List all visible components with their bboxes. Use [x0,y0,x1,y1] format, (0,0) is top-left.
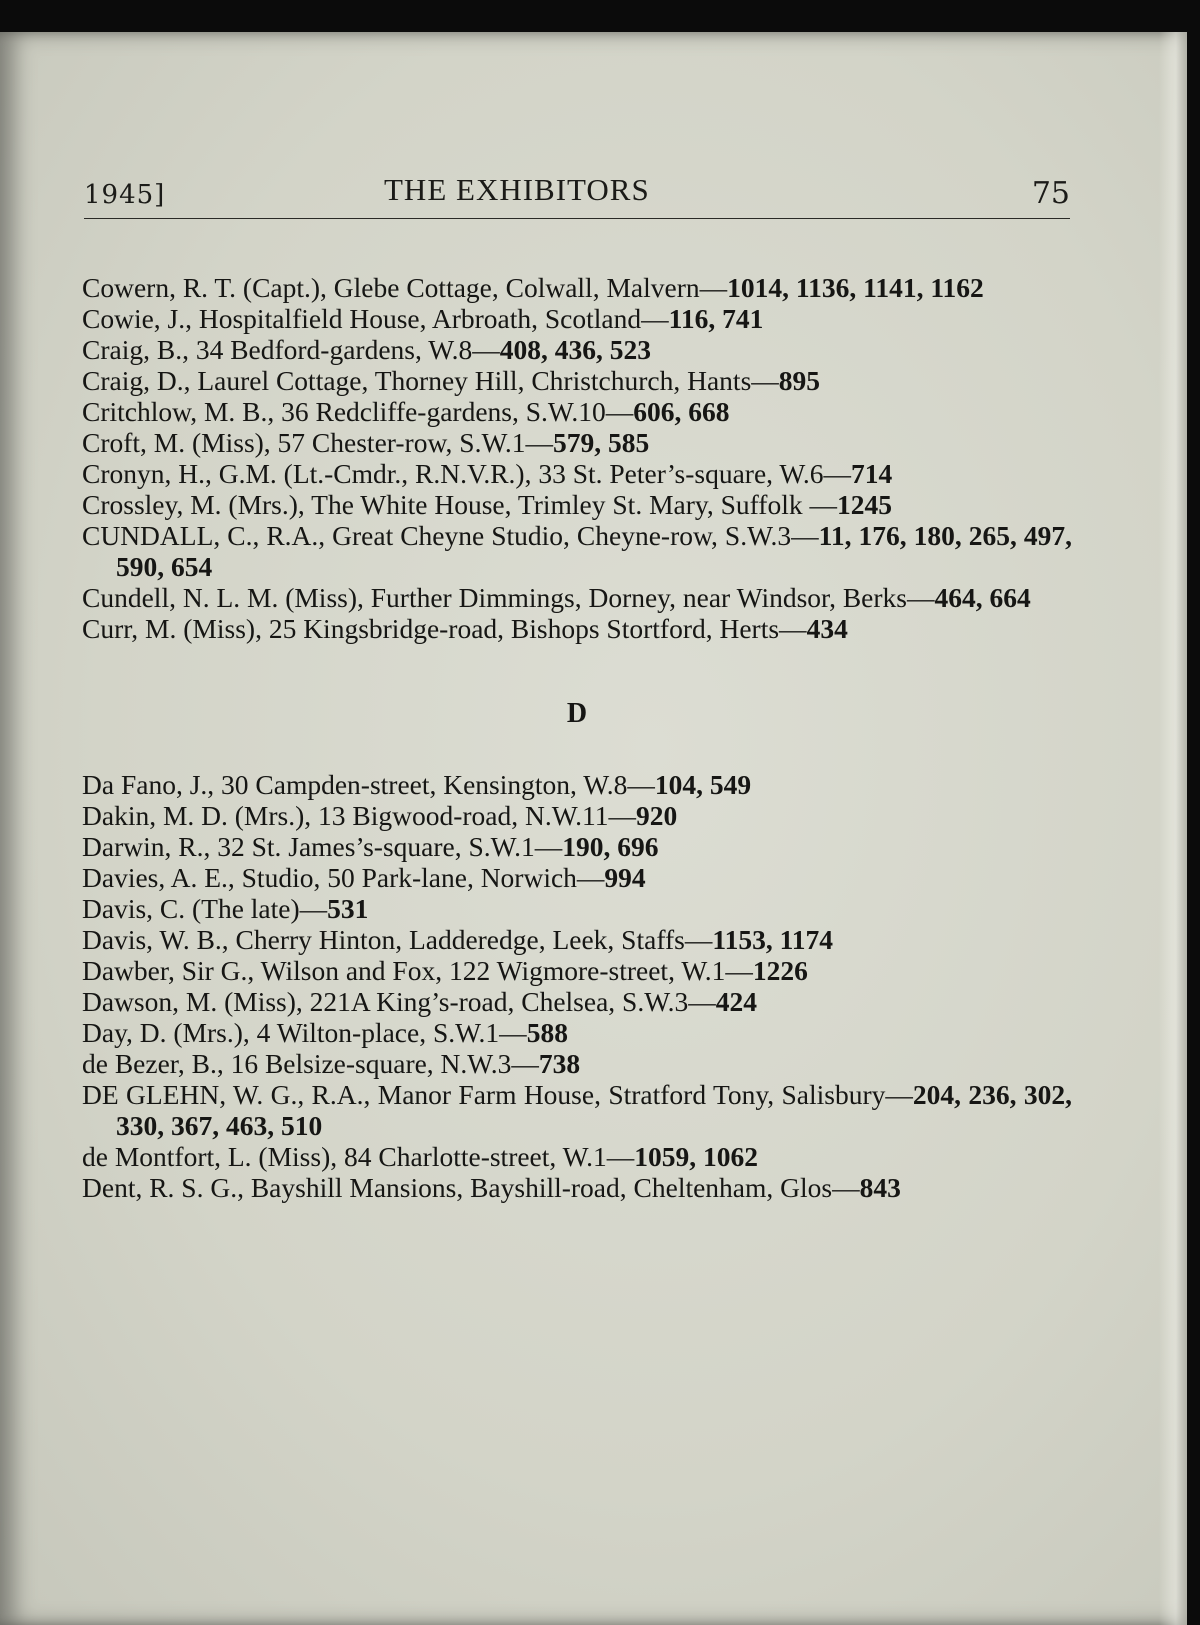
list-item [82,334,1072,365]
catalogue-numbers: 714 [850,458,893,489]
catalogue-numbers: 11, 176, 180, 265, 497, 590, 654 [116,520,1072,582]
catalogue-numbers: 895 [778,365,821,396]
exhibitor-details: Dawber, Sir G., Wilson and Fox, 122 Wigmore-street, W.1— [82,955,753,986]
list-item [82,365,1072,396]
exhibitor-details: Curr, M. (Miss), 25 Kingsbridge-road, Bishops Stortford, Herts— [82,613,807,644]
list-item [82,831,1072,862]
section-letter: D [566,698,588,729]
list-item [82,396,1072,427]
running-header [84,160,1070,210]
catalogue-numbers: 1153, 1174 [712,924,834,955]
catalogue-numbers: 606, 668 [633,396,730,427]
list-item [82,862,1072,893]
list-item [82,1141,1072,1172]
entries-c [82,272,1072,644]
catalogue-numbers: 1226 [752,955,808,986]
catalogue-numbers: 579, 585 [553,427,650,458]
list-item [82,489,1072,520]
exhibitor-details: Cundell, N. L. M. (Miss), Further Dimmings, Dorney, near Windsor, Berks— [82,582,935,613]
catalogue-numbers: 434 [806,613,848,644]
exhibitor-details: Crossley, M. (Mrs.), The White House, Trimley St. Mary, Suffolk — [82,489,837,520]
exhibitor-details: Cronyn, H., G.M. (Lt.-Cmdr., R.N.V.R.), 33 St. Peter’s-square, W.6— [82,458,851,489]
catalogue-numbers: 204, 236, 302, 330, 367, 463, 510 [116,1079,1072,1141]
exhibitor-details: Dawson, M. (Miss), 221A King’s-road, Chelsea, S.W.3— [82,986,716,1017]
exhibitor-details: Craig, D., Laurel Cottage, Thorney Hill, Christchurch, Hants— [82,365,779,396]
list-item [82,303,1072,334]
exhibitor-details: Dakin, M. D. (Mrs.), 13 Bigwood-road, N.W.11— [82,800,637,831]
catalogue-numbers: 843 [859,1172,901,1203]
list-item [82,427,1072,458]
page-title: THE EXHIBITORS [384,172,650,207]
header-year: 1945] [84,180,166,210]
entries-d [82,769,1072,1203]
book-page [0,32,1187,1625]
catalogue-numbers: 738 [538,1048,581,1079]
catalogue-numbers: 408, 436, 523 [499,334,652,365]
exhibitor-details: de Bezer, B., 16 Belsize-square, N.W.3— [82,1048,539,1079]
catalogue-numbers: 531 [327,893,369,924]
exhibitor-list [82,272,1072,1203]
exhibitor-details: Dent, R. S. G., Bayshill Mansions, Bayshill-road, Cheltenham, Glos— [82,1172,860,1203]
exhibitor-details: Davis, C. (The late)— [82,893,328,924]
exhibitor-details: Cowern, R. T. (Capt.), Glebe Cottage, Colwall, Malvern— [82,272,728,303]
exhibitor-details: Critchlow, M. B., 36 Redcliffe-gardens, S.W.10— [82,396,634,427]
catalogue-numbers: 116, 741 [668,303,764,334]
catalogue-numbers: 588 [526,1017,568,1048]
list-item [82,582,1072,613]
list-item [82,613,1072,644]
list-item [82,800,1072,831]
exhibitor-details: Darwin, R., 32 St. James’s-square, S.W.1— [82,831,563,862]
catalogue-numbers: 1014, 1136, 1141, 1162 [727,272,984,303]
list-item [82,986,1072,1017]
list-item [82,924,1072,955]
list-item [82,955,1072,986]
exhibitor-details: Day, D. (Mrs.), 4 Wilton-place, S.W.1— [82,1017,527,1048]
list-item [82,1017,1072,1048]
list-item [82,520,1072,582]
catalogue-numbers: 1059, 1062 [634,1141,758,1172]
catalogue-numbers: 920 [636,800,678,831]
exhibitor-details: Davies, A. E., Studio, 50 Park-lane, Norwich— [82,862,605,893]
list-item [82,1172,1072,1203]
catalogue-numbers: 994 [604,862,646,893]
list-item [82,1079,1072,1141]
catalogue-numbers: 104, 549 [654,769,752,800]
catalogue-numbers: 1245 [836,489,892,520]
catalogue-numbers: 424 [715,986,757,1017]
exhibitor-details: Davis, W. B., Cherry Hinton, Ladderedge, Leek, Staffs— [82,924,713,955]
list-item [82,458,1072,489]
exhibitor-details: de Montfort, L. (Miss), 84 Charlotte-street, W.1— [82,1141,635,1172]
list-item [82,769,1072,800]
catalogue-numbers: 190, 696 [562,831,659,862]
header-rule [84,218,1070,219]
catalogue-numbers: 464, 664 [934,582,1031,613]
exhibitor-details: Craig, B., 34 Bedford-gardens, W.8— [82,334,500,365]
page-number: 75 [1031,176,1070,211]
exhibitor-details: CUNDALL, C., R.A., Great Cheyne Studio, Cheyne-row, S.W.3— [82,520,819,551]
exhibitor-details: Cowie, J., Hospitalfield House, Arbroath, Scotland— [82,303,669,334]
list-item [82,893,1072,924]
exhibitor-details: Croft, M. (Miss), 57 Chester-row, S.W.1— [82,427,554,458]
exhibitor-details: Da Fano, J., 30 Campden-street, Kensington, W.8— [82,769,655,800]
list-item [82,1048,1072,1079]
exhibitor-details: DE GLEHN, W. G., R.A., Manor Farm House, Stratford Tony, Salisbury— [82,1079,913,1110]
list-item [82,272,1072,303]
